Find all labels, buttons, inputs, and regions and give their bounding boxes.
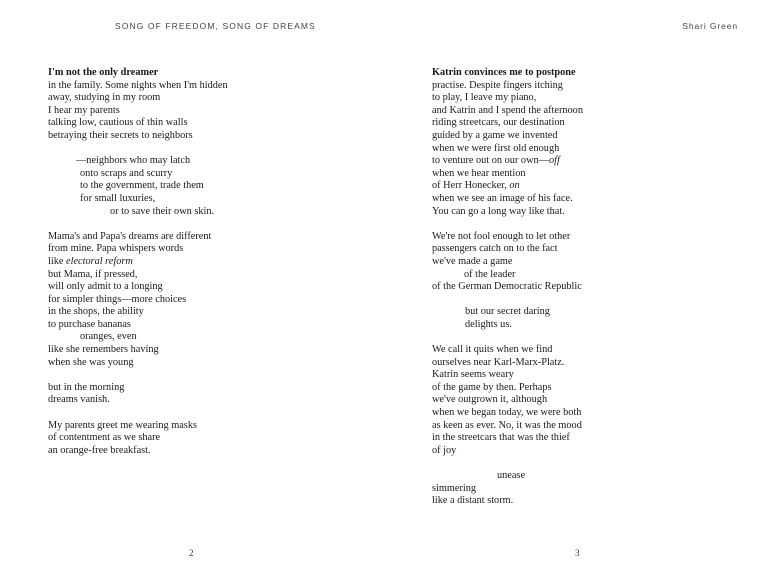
- poem-line: when she was young: [48, 356, 134, 368]
- poem-line: like she remembers having: [48, 344, 159, 356]
- poem-line: of joy: [432, 444, 457, 456]
- poem-line: We call it quits when we find: [432, 344, 553, 356]
- stanza-break: [432, 294, 583, 307]
- stanza-break: [432, 457, 583, 470]
- right-poem: [432, 67, 583, 508]
- line-fragment: of Herr Honecker,: [432, 180, 510, 192]
- right-page: [384, 0, 768, 576]
- poem-line: Mama's and Papa's dreams are different: [48, 230, 212, 242]
- poem-line: Katrin seems weary: [432, 369, 514, 381]
- poem-line: delights us.: [465, 318, 512, 330]
- poem-line: for simpler things—more choices: [48, 293, 187, 305]
- running-head-author: Shari Green: [682, 21, 738, 31]
- stanza-break: [48, 407, 228, 420]
- page-number: 3: [575, 548, 580, 558]
- poem-line: —neighbors who may latch: [76, 155, 191, 167]
- poem-title-line: Katrin convinces me to postpone: [432, 67, 576, 78]
- poem-line: in the family. Some nights when I'm hidden: [48, 79, 228, 91]
- line-fragment: to venture out on our own—: [432, 155, 549, 167]
- poem-line: My parents greet me wearing masks: [48, 419, 197, 431]
- poem-line: of the German Democratic Republic: [432, 281, 582, 293]
- poem-line: talking low, cautious of thin walls: [48, 117, 188, 129]
- poem-line: simmering: [432, 482, 477, 494]
- poem-line: You can go a long way like that.: [432, 205, 565, 217]
- poem-line: but in the morning: [48, 381, 125, 393]
- poem-line: dreams vanish.: [48, 394, 110, 406]
- poem-line: of the game by then. Perhaps: [432, 381, 552, 393]
- poem-line: of the leader: [464, 268, 516, 280]
- poem-title-line: I'm not the only dreamer: [48, 67, 159, 78]
- poem-line: as keen as ever. No, it was the mood: [432, 419, 582, 431]
- poem-line: riding streetcars, our destination: [432, 117, 565, 129]
- poem-line: to the government, trade them: [80, 180, 204, 192]
- stanza-break: [48, 143, 228, 156]
- poem-line: to play, I leave my piano,: [432, 92, 537, 104]
- poem-line: when we were first old enough: [432, 142, 560, 154]
- stanza-break: [48, 218, 228, 231]
- poem-line: and Katrin and I spend the afternoon: [432, 104, 583, 116]
- italic-phrase: electoral reform: [66, 255, 133, 267]
- left-poem: [48, 67, 228, 457]
- poem-line: in the shops, the ability: [48, 306, 144, 318]
- poem-line: when we hear mention: [432, 167, 526, 179]
- poem-line: betraying their secrets to neighbors: [48, 129, 193, 141]
- poem-line: from mine. Papa whispers words: [48, 243, 184, 255]
- poem-line: like a distant storm.: [432, 495, 514, 507]
- italic-phrase: on: [509, 180, 520, 192]
- running-head-book-title: SONG OF FREEDOM, SONG OF DREAMS: [115, 21, 316, 31]
- poem-line: [432, 180, 583, 193]
- poem-line: guided by a game we invented: [432, 129, 558, 141]
- poem-line: to purchase bananas: [48, 318, 131, 330]
- poem-line: [48, 256, 228, 269]
- page-number: 2: [189, 548, 194, 558]
- poem-line: unease: [497, 470, 526, 481]
- poem-line: when we see an image of his face.: [432, 192, 573, 204]
- poem-line: We're not fool enough to let other: [432, 230, 571, 242]
- poem-line: when we began today, we were both: [432, 407, 582, 419]
- poem-line: onto scraps and scurry: [80, 167, 173, 179]
- poem-line: practise. Despite fingers itching: [432, 79, 563, 91]
- stanza-break: [432, 331, 583, 344]
- italic-phrase: off: [548, 155, 560, 167]
- poem-line: an orange-free breakfast.: [48, 444, 151, 456]
- poem-line: [432, 155, 583, 168]
- poem-line: but Mama, if pressed,: [48, 268, 138, 280]
- poem-line: we've made a game: [432, 255, 513, 267]
- poem-line: will only admit to a longing: [48, 281, 163, 293]
- poem-line: oranges, even: [80, 331, 137, 343]
- stanza-break: [432, 218, 583, 231]
- poem-line: we've outgrown it, although: [432, 394, 548, 406]
- poem-line: for small luxuries,: [80, 192, 156, 204]
- stanza-break: [48, 369, 228, 382]
- poem-line: passengers catch on to the fact: [432, 243, 558, 255]
- poem-line: ourselves near Karl-Marx-Platz.: [432, 356, 565, 368]
- poem-line: away, studying in my room: [48, 92, 161, 104]
- poem-line: or to save their own skin.: [110, 205, 215, 217]
- poem-line: of contentment as we share: [48, 432, 161, 444]
- line-fragment: like: [48, 255, 67, 267]
- poem-line: but our secret daring: [465, 306, 550, 318]
- poem-line: in the streetcars that was the thief: [432, 432, 570, 444]
- poem-line: I hear my parents: [48, 104, 120, 116]
